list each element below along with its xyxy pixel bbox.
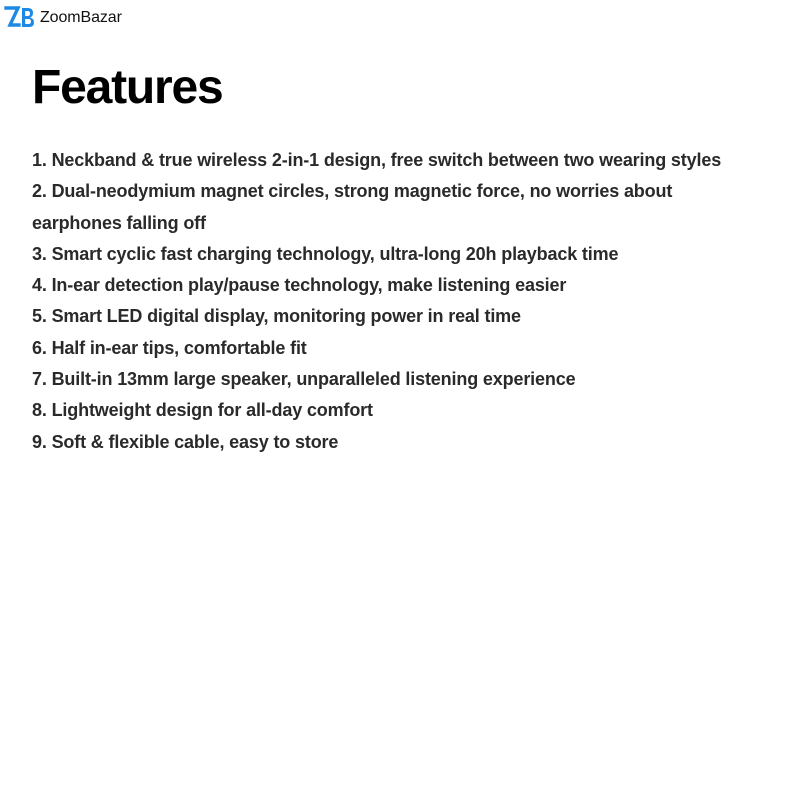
list-item: 6. Half in-ear tips, comfortable fit bbox=[32, 337, 307, 358]
list-item: 9. Soft & flexible cable, easy to store bbox=[32, 431, 339, 452]
brand[interactable] bbox=[4, 4, 122, 32]
list-item: 5. Smart LED digital display, monitoring power in real time bbox=[32, 306, 521, 327]
list-item: 7. Built-in 13mm large speaker, unparalleled listening experience bbox=[32, 369, 576, 390]
list-item: 1. Neckband & true wireless 2-in-1 design, free switch between two wearing styles bbox=[32, 150, 722, 170]
list-item: 2. Dual-neodymium magnet circles, strong magnetic force, no worries about earphones falling off bbox=[32, 181, 673, 233]
brand-name: ZoomBazar bbox=[40, 9, 122, 26]
list-item: 8. Lightweight design for all-day comfort bbox=[32, 400, 373, 421]
page-title: Features bbox=[32, 61, 223, 114]
feature-list bbox=[32, 145, 762, 458]
list-item: 3. Smart cyclic fast charging technology, ultra-long 20h playback time bbox=[32, 243, 619, 264]
list-item: 4. In-ear detection play/pause technology, make listening easier bbox=[32, 275, 567, 296]
zoombazar-logo-icon bbox=[4, 5, 36, 31]
